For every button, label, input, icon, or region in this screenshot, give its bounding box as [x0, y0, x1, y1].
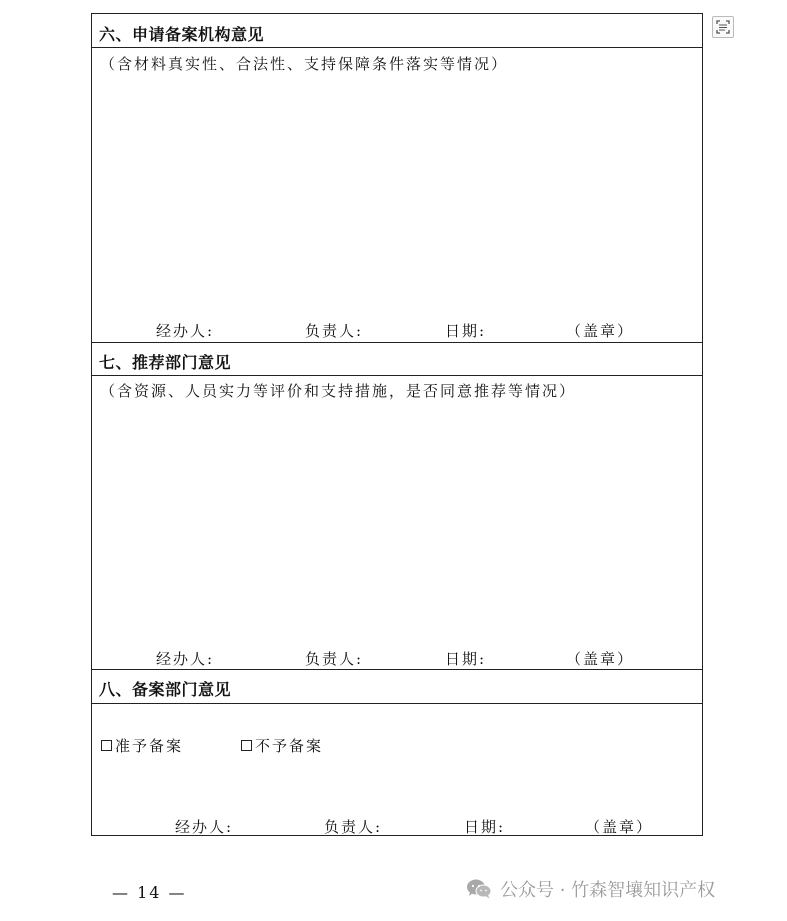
- option-reject[interactable]: [241, 735, 323, 756]
- form-table: [91, 13, 703, 836]
- section-8-handler-label: 经办人:: [175, 818, 234, 836]
- section-7-title: 七、推荐部门意见: [99, 353, 232, 372]
- section-6-date-label: 日期:: [445, 322, 487, 340]
- section-6-responsible-label: 负责人:: [305, 322, 364, 340]
- divider: [92, 703, 702, 704]
- section-7-responsible-label: 负责人:: [305, 650, 364, 668]
- section-7-handler-label: 经办人:: [156, 650, 215, 668]
- checkbox-approve[interactable]: [101, 740, 112, 751]
- section-8-date-label: 日期:: [464, 818, 506, 836]
- section-7-date-label: 日期:: [445, 650, 487, 668]
- checkbox-reject[interactable]: [241, 740, 252, 751]
- section-8-seal-label: （盖章）: [585, 818, 654, 836]
- section-6-title: 六、申请备案机构意见: [99, 25, 265, 44]
- watermark-text: 公众号 · 竹森智壤知识产权: [500, 880, 716, 901]
- section-8-title: 八、备案部门意见: [99, 680, 232, 699]
- option-approve[interactable]: [101, 735, 183, 756]
- divider: [92, 375, 702, 376]
- section-8-responsible-label: 负责人:: [324, 818, 383, 836]
- section-6-handler-label: 经办人:: [156, 322, 215, 340]
- section-6-note: （含材料真实性、合法性、支持保障条件落实等情况）: [100, 55, 509, 73]
- page-number: — 14 —: [112, 883, 187, 902]
- section-6-seal-label: （盖章）: [566, 322, 635, 340]
- scan-icon[interactable]: [712, 16, 734, 38]
- section-7-seal-label: （盖章）: [566, 650, 635, 668]
- wechat-icon: [466, 878, 492, 900]
- divider: [92, 47, 702, 48]
- section-7-note: （含资源、人员实力等评价和支持措施，是否同意推荐等情况）: [100, 382, 577, 400]
- option-reject-label: 不予备案: [255, 737, 324, 755]
- divider: [92, 669, 702, 670]
- watermark: [466, 876, 715, 902]
- option-approve-label: 准予备案: [115, 737, 184, 755]
- divider: [92, 342, 702, 343]
